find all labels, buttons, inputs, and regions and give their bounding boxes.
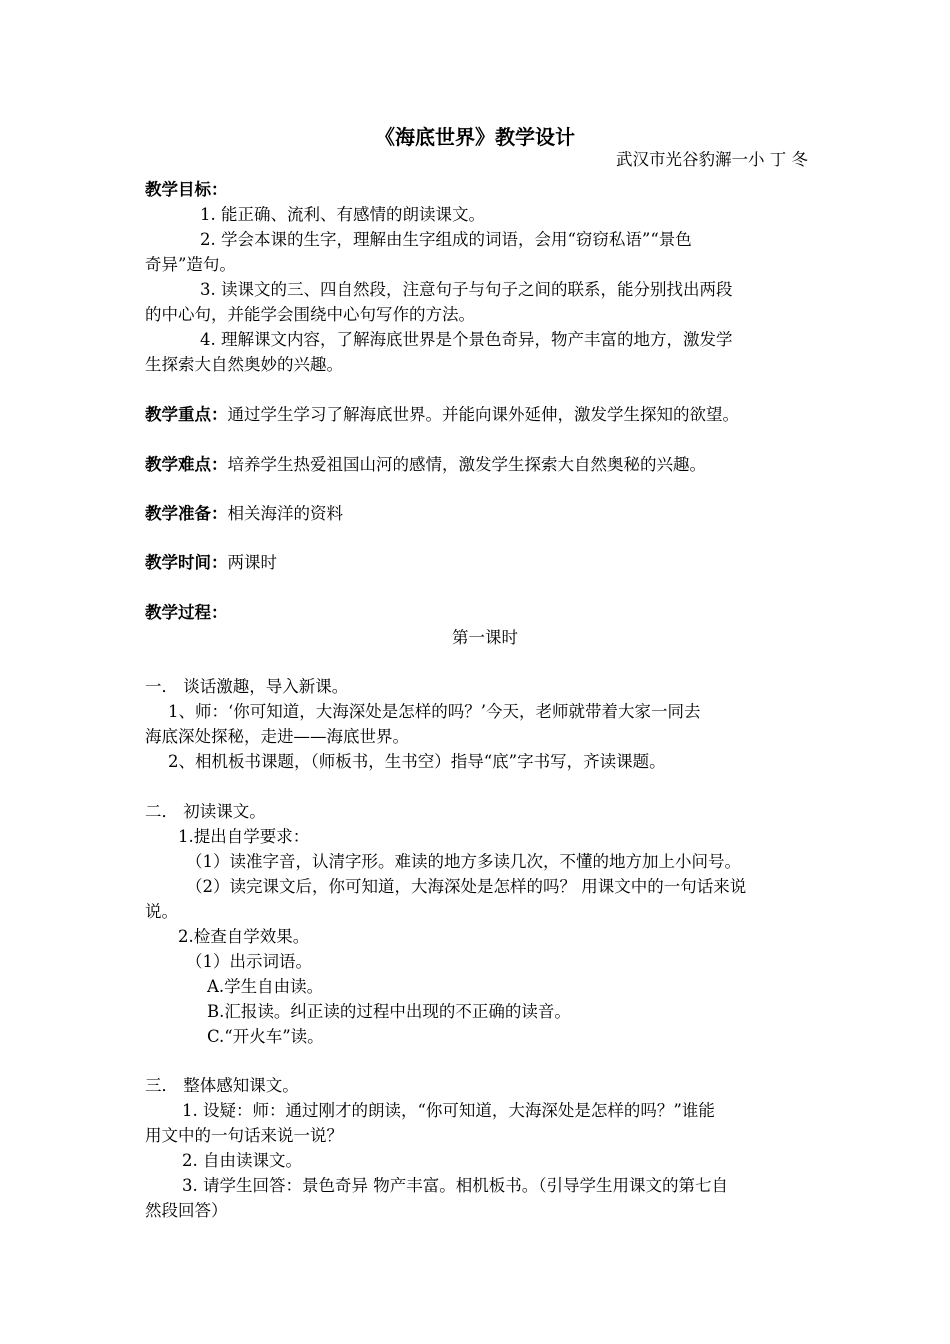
- goals-label: 教学目标：: [145, 180, 228, 199]
- section-line: 1.提出自学要求：: [178, 827, 310, 846]
- section-heading: 二． 初读课文。: [145, 802, 266, 821]
- duration-row: [145, 553, 277, 573]
- section-line: 1. 设疑：师：通过刚才的朗读，“你可知道，大海深处是怎样的吗？”谁能: [182, 1101, 715, 1120]
- section-line: 1、师：‘你可知道，大海深处是怎样的吗？’今天，老师就带着大家一同去: [168, 702, 701, 721]
- preparation-text: 相关海洋的资料: [227, 504, 343, 523]
- author-line: 武汉市光谷豹澥一小 丁 冬: [616, 150, 808, 169]
- section-line: 说。: [145, 902, 178, 921]
- goal-line: 3. 读课文的三、四自然段，注意句子与句子之间的联系，能分别找出两段: [200, 280, 733, 299]
- section-line: 2. 自由读课文。: [182, 1151, 302, 1170]
- preparation-row: [145, 504, 343, 524]
- difficulty-text: 培养学生热爱祖国山河的感情，激发学生探索大自然奥秘的兴趣。: [227, 455, 706, 474]
- goal-line: 的中心句，并能学会围绕中心句写作的方法。: [145, 305, 475, 324]
- section-line: 海底深处探秘，走进——海底世界。: [145, 727, 409, 746]
- section-line: 2、相机板书课题，（师板书，生书空）指导“底”字书写，齐读课题。: [168, 752, 666, 771]
- key-point-row: [145, 405, 739, 425]
- preparation-label: 教学准备：: [145, 504, 228, 523]
- section-line: A.学生自由读。: [207, 977, 324, 996]
- key-point-label: 教学重点：: [145, 405, 228, 424]
- section-line: 3. 请学生回答：景色奇异 物产丰富。相机板书。（引导学生用课文的第七自: [182, 1176, 728, 1195]
- lesson-title: 第一课时: [452, 628, 518, 647]
- section-line: 然段回答）: [145, 1201, 228, 1220]
- process-label: 教学过程：: [145, 603, 228, 622]
- goal-line: 1. 能正确、流利、有感情的朗读课文。: [200, 205, 485, 224]
- duration-label: 教学时间：: [145, 553, 228, 572]
- key-point-text: 通过学生学习了解海底世界。并能向课外延伸，激发学生探知的欲望。: [227, 405, 739, 424]
- section-line: B.汇报读。纠正读的过程中出现的不正确的读音。: [207, 1002, 571, 1021]
- goal-line: 2. 学会本课的生字，理解由生字组成的词语，会用“窃窃私语”“景色: [200, 230, 692, 249]
- goal-line: 生探索大自然奥妙的兴趣。: [145, 355, 343, 374]
- section-line: 2.检查自学效果。: [178, 927, 310, 946]
- goal-line: 奇异”造句。: [145, 255, 236, 274]
- difficulty-row: [145, 455, 706, 475]
- section-line: 用文中的一句话来说一说？: [145, 1126, 343, 1145]
- document-title: 《海底世界》教学设计: [375, 125, 575, 149]
- goal-line: 4. 理解课文内容，了解海底世界是个景色奇异，物产丰富的地方，激发学: [200, 330, 733, 349]
- duration-text: 两课时: [227, 553, 277, 572]
- section-line: C.“开火车”读。: [207, 1027, 324, 1046]
- section-line: （2）读完课文后，你可知道，大海深处是怎样的吗？ 用课文中的一句话来说: [186, 877, 747, 896]
- section-line: （1）读准字音，认清字形。难读的地方多读几次，不懂的地方加上小问号。: [186, 852, 741, 871]
- section-heading: 三． 整体感知课文。: [145, 1076, 299, 1095]
- section-heading: 一． 谈话激趣，导入新课。: [145, 677, 349, 696]
- difficulty-label: 教学难点：: [145, 455, 228, 474]
- section-line: （1）出示词语。: [186, 952, 312, 971]
